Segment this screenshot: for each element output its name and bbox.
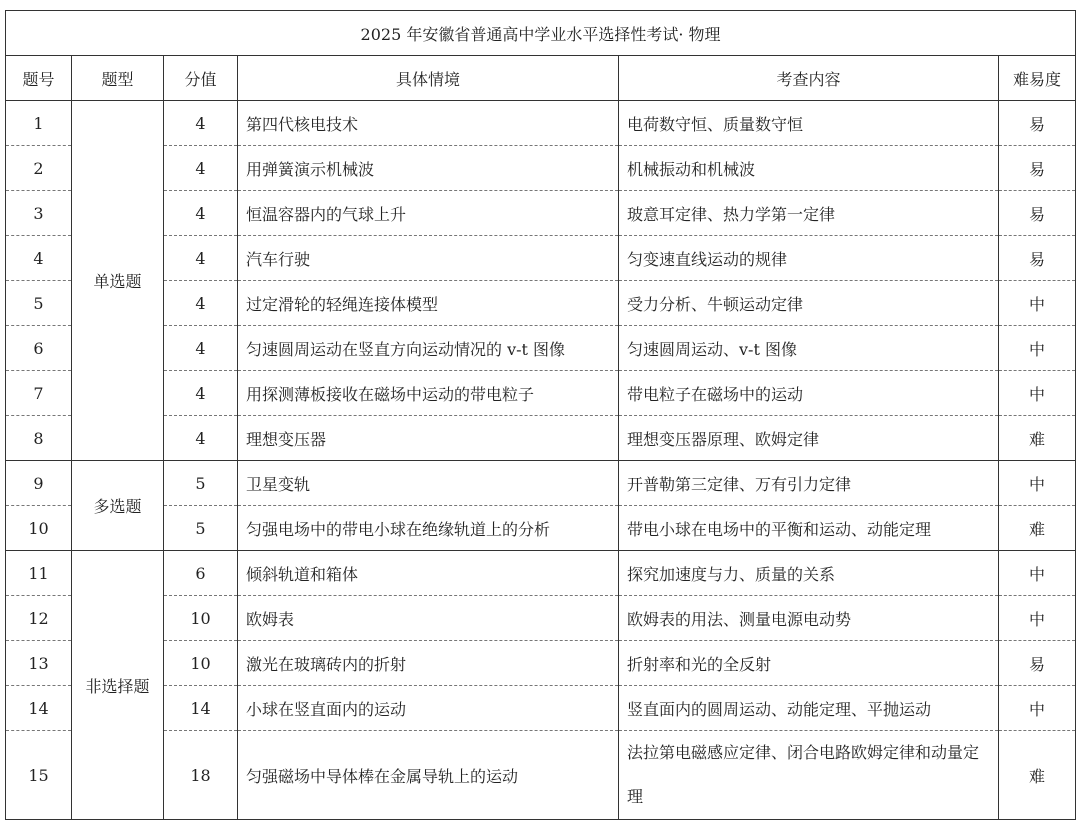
cell-difficulty: 中	[999, 281, 1076, 326]
cell-context: 用弹簧演示机械波	[238, 146, 619, 191]
cell-context: 用探测薄板接收在磁场中运动的带电粒子	[238, 371, 619, 416]
exam-table	[5, 10, 1076, 820]
header-content: 考查内容	[619, 56, 999, 101]
cell-number: 9	[6, 461, 72, 506]
cell-content: 带电小球在电场中的平衡和运动、动能定理	[619, 506, 999, 551]
cell-number: 14	[6, 686, 72, 731]
cell-score: 10	[164, 596, 238, 641]
cell-context: 匀强电场中的带电小球在绝缘轨道上的分析	[238, 506, 619, 551]
table-row	[6, 686, 1076, 731]
cell-difficulty: 中	[999, 686, 1076, 731]
table-row	[6, 146, 1076, 191]
cell-number: 7	[6, 371, 72, 416]
header-context: 具体情境	[238, 56, 619, 101]
cell-content: 带电粒子在磁场中的运动	[619, 371, 999, 416]
cell-difficulty: 难	[999, 731, 1076, 820]
cell-number: 13	[6, 641, 72, 686]
table-row	[6, 641, 1076, 686]
header-difficulty: 难易度	[999, 56, 1076, 101]
cell-content: 受力分析、牛顿运动定律	[619, 281, 999, 326]
cell-content: 匀速圆周运动、v-t 图像	[619, 326, 999, 371]
cell-number: 5	[6, 281, 72, 326]
cell-score: 4	[164, 326, 238, 371]
table-row	[6, 731, 1076, 820]
cell-difficulty: 易	[999, 146, 1076, 191]
cell-difficulty: 中	[999, 596, 1076, 641]
cell-context: 理想变压器	[238, 416, 619, 461]
cell-difficulty: 中	[999, 461, 1076, 506]
cell-number: 11	[6, 551, 72, 596]
cell-difficulty: 难	[999, 416, 1076, 461]
cell-score: 4	[164, 236, 238, 281]
cell-difficulty: 易	[999, 101, 1076, 146]
cell-difficulty: 难	[999, 506, 1076, 551]
cell-number: 15	[6, 731, 72, 820]
table-title: 2025 年安徽省普通高中学业水平选择性考试· 物理	[6, 11, 1076, 56]
cell-context: 过定滑轮的轻绳连接体模型	[238, 281, 619, 326]
cell-content: 探究加速度与力、质量的关系	[619, 551, 999, 596]
cell-score: 6	[164, 551, 238, 596]
table-row	[6, 101, 1076, 146]
cell-difficulty: 中	[999, 371, 1076, 416]
cell-context: 小球在竖直面内的运动	[238, 686, 619, 731]
cell-score: 4	[164, 281, 238, 326]
cell-difficulty: 中	[999, 551, 1076, 596]
table-row	[6, 551, 1076, 596]
table-row	[6, 506, 1076, 551]
cell-score: 10	[164, 641, 238, 686]
table-row	[6, 191, 1076, 236]
table-row	[6, 236, 1076, 281]
cell-context: 第四代核电技术	[238, 101, 619, 146]
cell-context: 倾斜轨道和箱体	[238, 551, 619, 596]
cell-context: 汽车行驶	[238, 236, 619, 281]
cell-score: 14	[164, 686, 238, 731]
cell-context: 恒温容器内的气球上升	[238, 191, 619, 236]
type-nonchoice: 非选择题	[72, 551, 164, 820]
cell-content: 匀变速直线运动的规律	[619, 236, 999, 281]
title-row	[6, 11, 1076, 56]
cell-number: 10	[6, 506, 72, 551]
cell-content: 开普勒第三定律、万有引力定律	[619, 461, 999, 506]
type-single: 单选题	[72, 101, 164, 461]
cell-content: 电荷数守恒、质量数守恒	[619, 101, 999, 146]
cell-score: 18	[164, 731, 238, 820]
cell-context: 匀强磁场中导体棒在金属导轨上的运动	[238, 731, 619, 820]
table-row	[6, 326, 1076, 371]
cell-number: 2	[6, 146, 72, 191]
cell-content: 理想变压器原理、欧姆定律	[619, 416, 999, 461]
cell-score: 4	[164, 371, 238, 416]
table-row	[6, 281, 1076, 326]
table-row	[6, 596, 1076, 641]
cell-score: 4	[164, 191, 238, 236]
cell-context: 卫星变轨	[238, 461, 619, 506]
cell-number: 8	[6, 416, 72, 461]
cell-content: 竖直面内的圆周运动、动能定理、平抛运动	[619, 686, 999, 731]
cell-difficulty: 易	[999, 236, 1076, 281]
cell-number: 1	[6, 101, 72, 146]
cell-context: 欧姆表	[238, 596, 619, 641]
cell-difficulty: 中	[999, 326, 1076, 371]
cell-content: 玻意耳定律、热力学第一定律	[619, 191, 999, 236]
cell-score: 4	[164, 101, 238, 146]
cell-number: 4	[6, 236, 72, 281]
table-row	[6, 371, 1076, 416]
cell-difficulty: 易	[999, 191, 1076, 236]
cell-score: 4	[164, 416, 238, 461]
header-row	[6, 56, 1076, 101]
table-row	[6, 461, 1076, 506]
cell-score: 5	[164, 506, 238, 551]
cell-score: 4	[164, 146, 238, 191]
cell-number: 12	[6, 596, 72, 641]
cell-context: 激光在玻璃砖内的折射	[238, 641, 619, 686]
type-multi: 多选题	[72, 461, 164, 551]
cell-content: 欧姆表的用法、测量电源电动势	[619, 596, 999, 641]
cell-content: 机械振动和机械波	[619, 146, 999, 191]
cell-content: 折射率和光的全反射	[619, 641, 999, 686]
cell-content: 法拉第电磁感应定律、闭合电路欧姆定律和动量定理	[619, 731, 999, 820]
cell-context: 匀速圆周运动在竖直方向运动情况的 v-t 图像	[238, 326, 619, 371]
header-type: 题型	[72, 56, 164, 101]
cell-number: 6	[6, 326, 72, 371]
cell-number: 3	[6, 191, 72, 236]
table-row	[6, 416, 1076, 461]
header-number: 题号	[6, 56, 72, 101]
cell-score: 5	[164, 461, 238, 506]
cell-difficulty: 易	[999, 641, 1076, 686]
header-score: 分值	[164, 56, 238, 101]
